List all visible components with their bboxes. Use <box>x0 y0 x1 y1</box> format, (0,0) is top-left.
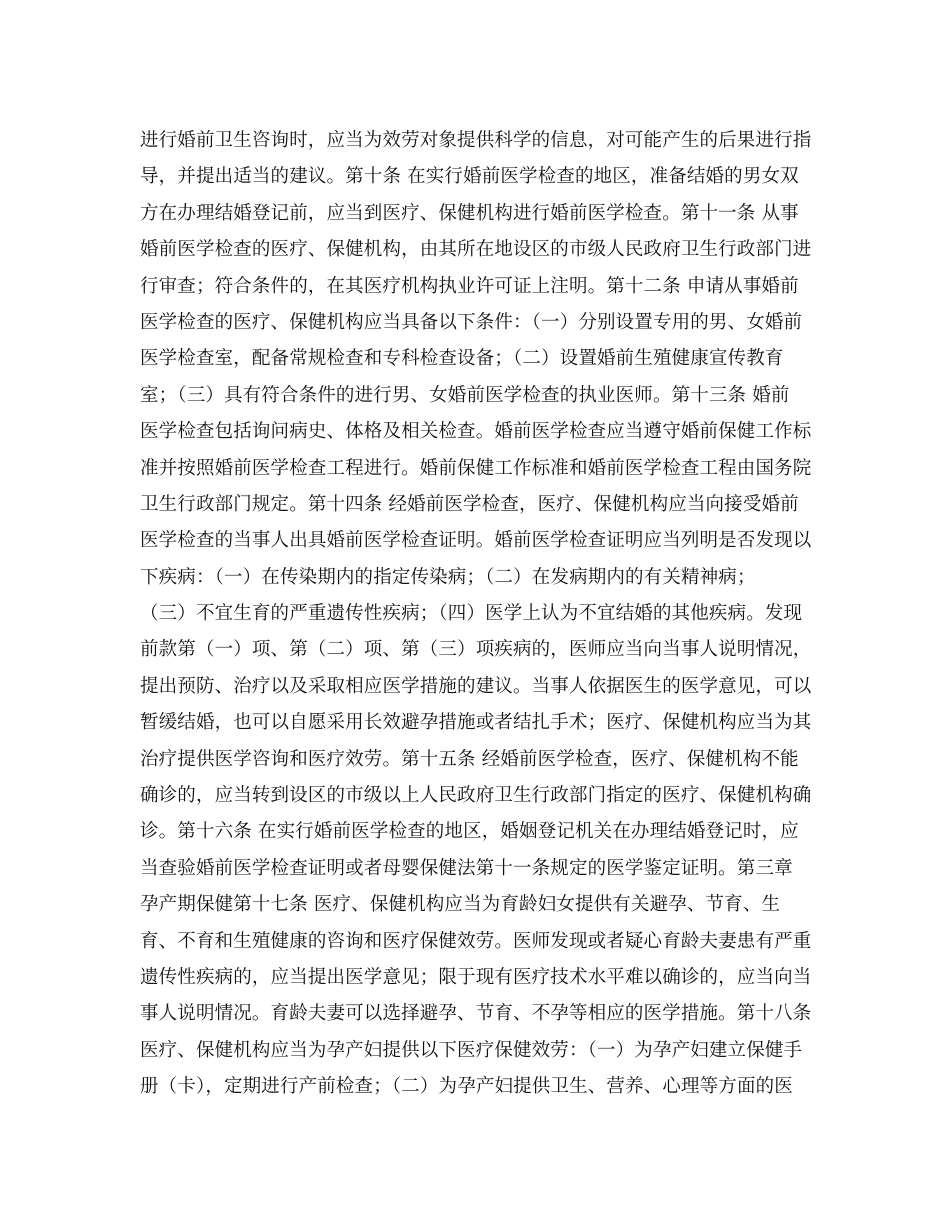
text-line: 行审查；符合条件的，在其医疗机构执业许可证上注明。第十二条 申请从事婚前 <box>140 275 799 297</box>
text-line: 医疗、保健机构应当为孕产妇提供以下医疗保健效劳：（一）为孕产妇建立保健手 <box>140 1039 803 1061</box>
text-line: 事人说明情况。育龄夫妻可以选择避孕、节育、不孕等相应的医学措施。第十八条 <box>140 1003 812 1025</box>
text-line: 进行婚前卫生咨询时，应当为效劳对象提供科学的信息，对可能产生的后果进行指 <box>140 130 812 151</box>
text-line: 育、不育和生殖健康的咨询和医疗保健效劳。医师发现或者疑心育龄夫妻患有严重 <box>140 930 812 952</box>
text-line: 册（卡），定期进行产前检查；（二）为孕产妇提供卫生、营养、心理等方面的医 <box>140 1076 793 1098</box>
text-line: 方在办理结婚登记前，应当到医疗、保健机构进行婚前医学检查。第十一条 从事 <box>140 202 799 224</box>
text-line: 准并按照婚前医学检查工程进行。婚前保健工作标准和婚前医学检查工程由国务院 <box>140 457 812 479</box>
text-line: 医学检查包括询问病史、体格及相关检查。婚前医学检查应当遵守婚前保健工作标 <box>140 421 812 443</box>
text-line: 暂缓结婚，也可以自愿采用长效避孕措施或者结扎手术；医疗、保健机构应当为其 <box>140 712 812 734</box>
text-line: 下疾病：（一）在传染期内的指定传染病；（二）在发病期内的有关精神病； <box>140 566 756 588</box>
text-line: 卫生行政部门规定。第十四条 经婚前医学检查，医疗、保健机构应当向接受婚前 <box>140 493 799 515</box>
text-line: 前款第（一）项、第（二）项、第（三）项疾病的，医师应当向当事人说明情况， <box>140 639 812 661</box>
text-line: 遗传性疾病的，应当提出医学意见；限于现有医疗技术水平难以确诊的，应当向当 <box>140 966 812 988</box>
text-line: 提出预防、治疗以及采取相应医学措施的建议。当事人依据医生的医学意见，可以 <box>140 675 812 697</box>
text-line: 确诊的，应当转到设区的市级以上人民政府卫生行政部门指定的医疗、保健机构确 <box>140 785 812 807</box>
text-line: 治疗提供医学咨询和医疗效劳。第十五条 经婚前医学检查，医疗、保健机构不能 <box>140 748 799 770</box>
text-line: 医学检查室，配备常规检查和专科检查设备；（二）设置婚前生殖健康宣传教育 <box>140 348 784 370</box>
text-line: 室；（三）具有符合条件的进行男、女婚前医学检查的执业医师。第十三条 婚前 <box>140 384 790 406</box>
text-line: （三）不宜生育的严重遗传性疾病；（四）医学上认为不宜结婚的其他疾病。发现 <box>140 603 803 625</box>
text-line: 导，并提出适当的建议。第十条 在实行婚前医学检查的地区，准备结婚的男女双 <box>140 166 799 188</box>
text-line: 孕产期保健第十七条 医疗、保健机构应当为育龄妇女提供有关避孕、节育、生 <box>140 894 781 916</box>
text-line: 婚前医学检查的医疗、保健机构，由其所在地设区的市级人民政府卫生行政部门进 <box>140 239 812 261</box>
body-text <box>140 123 820 1106</box>
text-line: 当查验婚前医学检查证明或者母婴保健法第十一条规定的医学鉴定证明。第三章 <box>140 857 793 879</box>
text-line: 医学检查的医疗、保健机构应当具备以下条件：（一）分别设置专用的男、女婚前 <box>140 311 803 333</box>
text-line: 医学检查的当事人出具婚前医学检查证明。婚前医学检查证明应当列明是否发现以 <box>140 530 812 552</box>
text-line: 诊。第十六条 在实行婚前医学检查的地区，婚姻登记机关在办理结婚登记时，应 <box>140 821 799 843</box>
